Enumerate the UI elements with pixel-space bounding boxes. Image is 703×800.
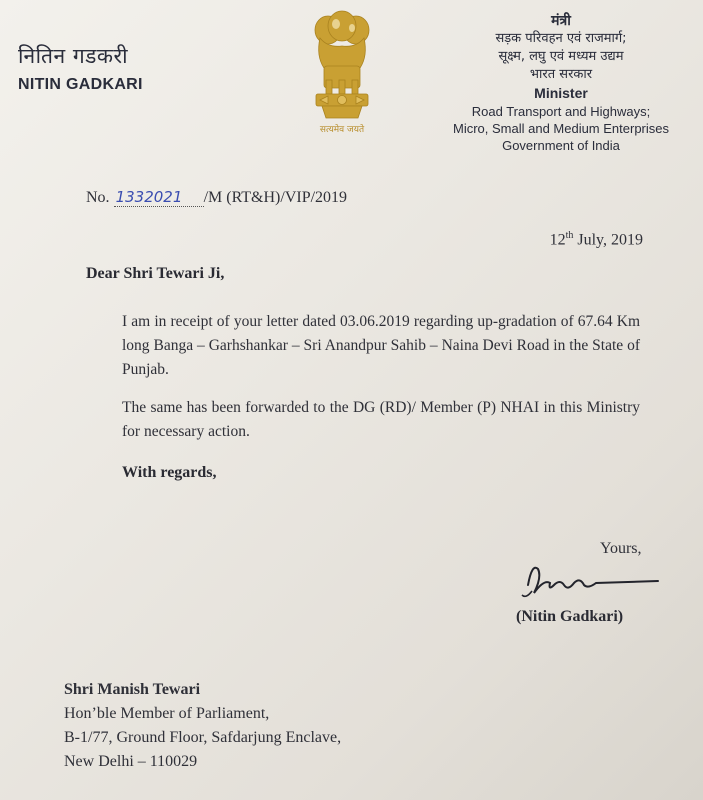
salutation: Dear Shri Tewari Ji, bbox=[86, 265, 225, 282]
sender-name-block bbox=[18, 42, 143, 94]
reference-number bbox=[86, 188, 347, 207]
hindi-ministry-line-3: भारत सरकार bbox=[529, 67, 593, 82]
state-emblem-icon bbox=[306, 8, 378, 120]
ministry-block bbox=[416, 12, 703, 154]
body-paragraph-2: The same has been forwarded to the DG (RD)/ Member (P) NHAI in this Ministry for necessary action. bbox=[122, 399, 640, 440]
emblem-motto: सत्यमेव जयते bbox=[319, 125, 365, 135]
body-paragraph-1: I am in receipt of your letter dated 03.06.2019 regarding up-gradation of 67.64 Km long Banga – Garhshankar – Sri Anandpur Sahib – Naina Devi Road in the State of Punjab. bbox=[122, 313, 640, 378]
hindi-ministry-line-1: सड़क परिवहन एवं राजमार्ग; bbox=[495, 31, 627, 46]
signer-name: (Nitin Gadkari) bbox=[516, 608, 624, 625]
english-ministry-line-2: Micro, Small and Medium Enterprises bbox=[452, 121, 670, 136]
english-title: Minister bbox=[534, 85, 588, 101]
state-emblem bbox=[306, 8, 378, 138]
english-ministry-line-1: Road Transport and Highways; bbox=[471, 104, 651, 119]
date-rest: July, 2019 bbox=[577, 231, 643, 249]
hindi-ministry-line-2: सूक्ष्म, लघु एवं मध्यम उद्यम bbox=[498, 49, 624, 64]
reference-suffix: /M (RT&H)/VIP/2019 bbox=[203, 189, 348, 206]
recipient-name: Shri Manish Tewari bbox=[64, 681, 201, 698]
signature-image bbox=[518, 555, 668, 605]
hindi-title: मंत्री bbox=[551, 13, 571, 29]
sender-english-name: NITIN GADKARI bbox=[18, 76, 143, 93]
recipient-line-2: B-1/77, Ground Floor, Safdarjung Enclave, bbox=[64, 729, 342, 746]
reference-prefix: No. bbox=[86, 189, 110, 206]
sender-hindi-name: नितिन गडकरी bbox=[18, 44, 129, 68]
closing-regards: With regards, bbox=[122, 464, 217, 481]
date-day: 12 bbox=[549, 231, 566, 249]
recipient-address bbox=[64, 678, 341, 774]
recipient-line-3: New Delhi – 110029 bbox=[64, 753, 198, 770]
recipient-line-1: Hon’ble Member of Parliament, bbox=[64, 705, 270, 722]
date-ordinal: th bbox=[565, 230, 574, 241]
closing-yours: Yours, bbox=[600, 540, 642, 557]
reference-handwritten-number: 1332021 bbox=[114, 188, 204, 207]
letter-date bbox=[550, 230, 643, 249]
english-ministry-line-3: Government of India bbox=[502, 138, 620, 153]
